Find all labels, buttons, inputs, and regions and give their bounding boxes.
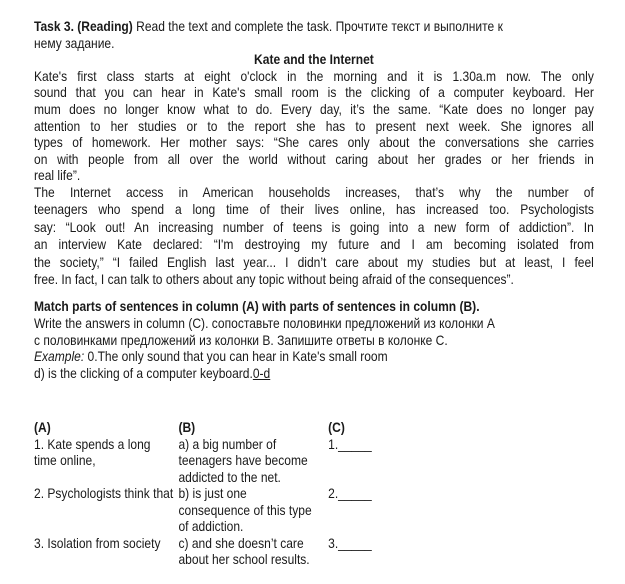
table-header (34, 419, 594, 436)
answer-blank[interactable]: 2._____ (328, 485, 372, 501)
match-instructions (34, 298, 594, 382)
reading-text (34, 18, 594, 184)
cell-line: time online, (34, 452, 96, 468)
paragraph-2 (34, 184, 594, 288)
text-title-label: Kate and the Internet (254, 51, 374, 68)
cell-line: 3. Isolation from society (34, 534, 161, 551)
text-line: an interview Kate declared: “I'm destroying my future and I am becoming isolated from (34, 236, 594, 253)
task-instruction (34, 18, 594, 35)
match-heading (34, 298, 594, 315)
match-line-2: Write the answers in column (C). сопоставьте половинки предложений из колонки А (34, 314, 495, 331)
cell-a (34, 436, 178, 486)
task-label: Task 3. (Reading) (34, 18, 133, 34)
cell-line: 2. Psychologists think that (34, 485, 174, 501)
example-text: 0.The only sound that you can hear in Kate's small room (84, 348, 388, 365)
header-b: (B) (178, 419, 196, 435)
example-line-2 (34, 365, 594, 382)
cell-line: addicted to the net. (178, 468, 281, 485)
match-heading-text: Match parts of sentences in column (A) with parts of sentences in column (B). (34, 298, 480, 314)
text-line: mum does no longer know what to do. Every day, it’s the same. “Kate does no longer pay (34, 100, 594, 117)
answer-blank[interactable]: 3._____ (328, 534, 372, 551)
matching-table (34, 419, 594, 568)
header-c: (C) (328, 419, 345, 435)
text-line: types of homework. Her mother says: “She cares only about the conversations she carries (34, 134, 594, 151)
cell-line (34, 551, 178, 568)
task-instruction-cont: нему задание. (34, 34, 115, 51)
cell-b (178, 535, 328, 568)
header-a: (A) (34, 419, 51, 435)
text-line: sound that you can hear in Kate's small room is the clicking of a computer keyboard. Her (34, 84, 594, 101)
cell-line: c) and she doesn’t care (178, 534, 304, 551)
text-line: say: “Look out! An increasing number of teens is going into a new form of addiction”. In (34, 218, 594, 235)
text-line: real life”. (34, 167, 81, 184)
text-line: Kate's first class starts at eight o'clock in the morning and it is 1.30a.m now. The only (34, 67, 594, 84)
answer-blank[interactable]: 1._____ (328, 435, 372, 452)
cell-line (34, 469, 178, 486)
text-line: the society,” “I failed English last year... I didn’t care about my studies but at least, I feel (34, 253, 594, 270)
text-line: free. In fact, I can talk to others about any topic without being afraid of the consequences”. (34, 271, 514, 288)
cell-a (34, 535, 178, 568)
example-label: Example: (34, 348, 85, 365)
match-line-3: с половинками предложений из колонки В. Запишите ответы в колонке С. (34, 331, 448, 348)
cell-line: consequence of this type (178, 501, 312, 518)
cell-b (178, 436, 328, 486)
cell-line: a) a big number of (178, 435, 277, 452)
text-line: on with people from all over the world without caring about her grades or her friends in (34, 150, 594, 167)
text-title (34, 51, 594, 68)
cell-line (34, 518, 178, 535)
table-row (34, 485, 594, 535)
example (34, 348, 594, 365)
cell-line (34, 502, 178, 519)
task-instruction-text: Read the text and complete the task. Прочтите текст и выполните к (132, 18, 503, 34)
text-line: teenagers who spend a long time of their lives online, has increased too. Psychologists (34, 201, 594, 218)
example-answer: 0-d (252, 365, 271, 382)
cell-line: teenagers have become (178, 452, 308, 468)
cell-a (34, 485, 178, 535)
cell-line: about her school results. (178, 551, 310, 567)
text-line: The Internet access in American households increases, that’s why the number of (34, 184, 594, 200)
table-row (34, 535, 594, 568)
table-row (34, 436, 594, 486)
cell-b (178, 485, 328, 535)
cell-line: 1. Kate spends a long (34, 435, 151, 452)
cell-line: of addiction. (178, 518, 244, 534)
example-line-2-text: d) is the clicking of a computer keyboard. (34, 365, 253, 382)
cell-line: b) is just one (178, 485, 247, 501)
paragraph-1 (34, 68, 594, 184)
text-line: attention to her studies or to the report she has to present next week. She ignores all (34, 117, 594, 134)
